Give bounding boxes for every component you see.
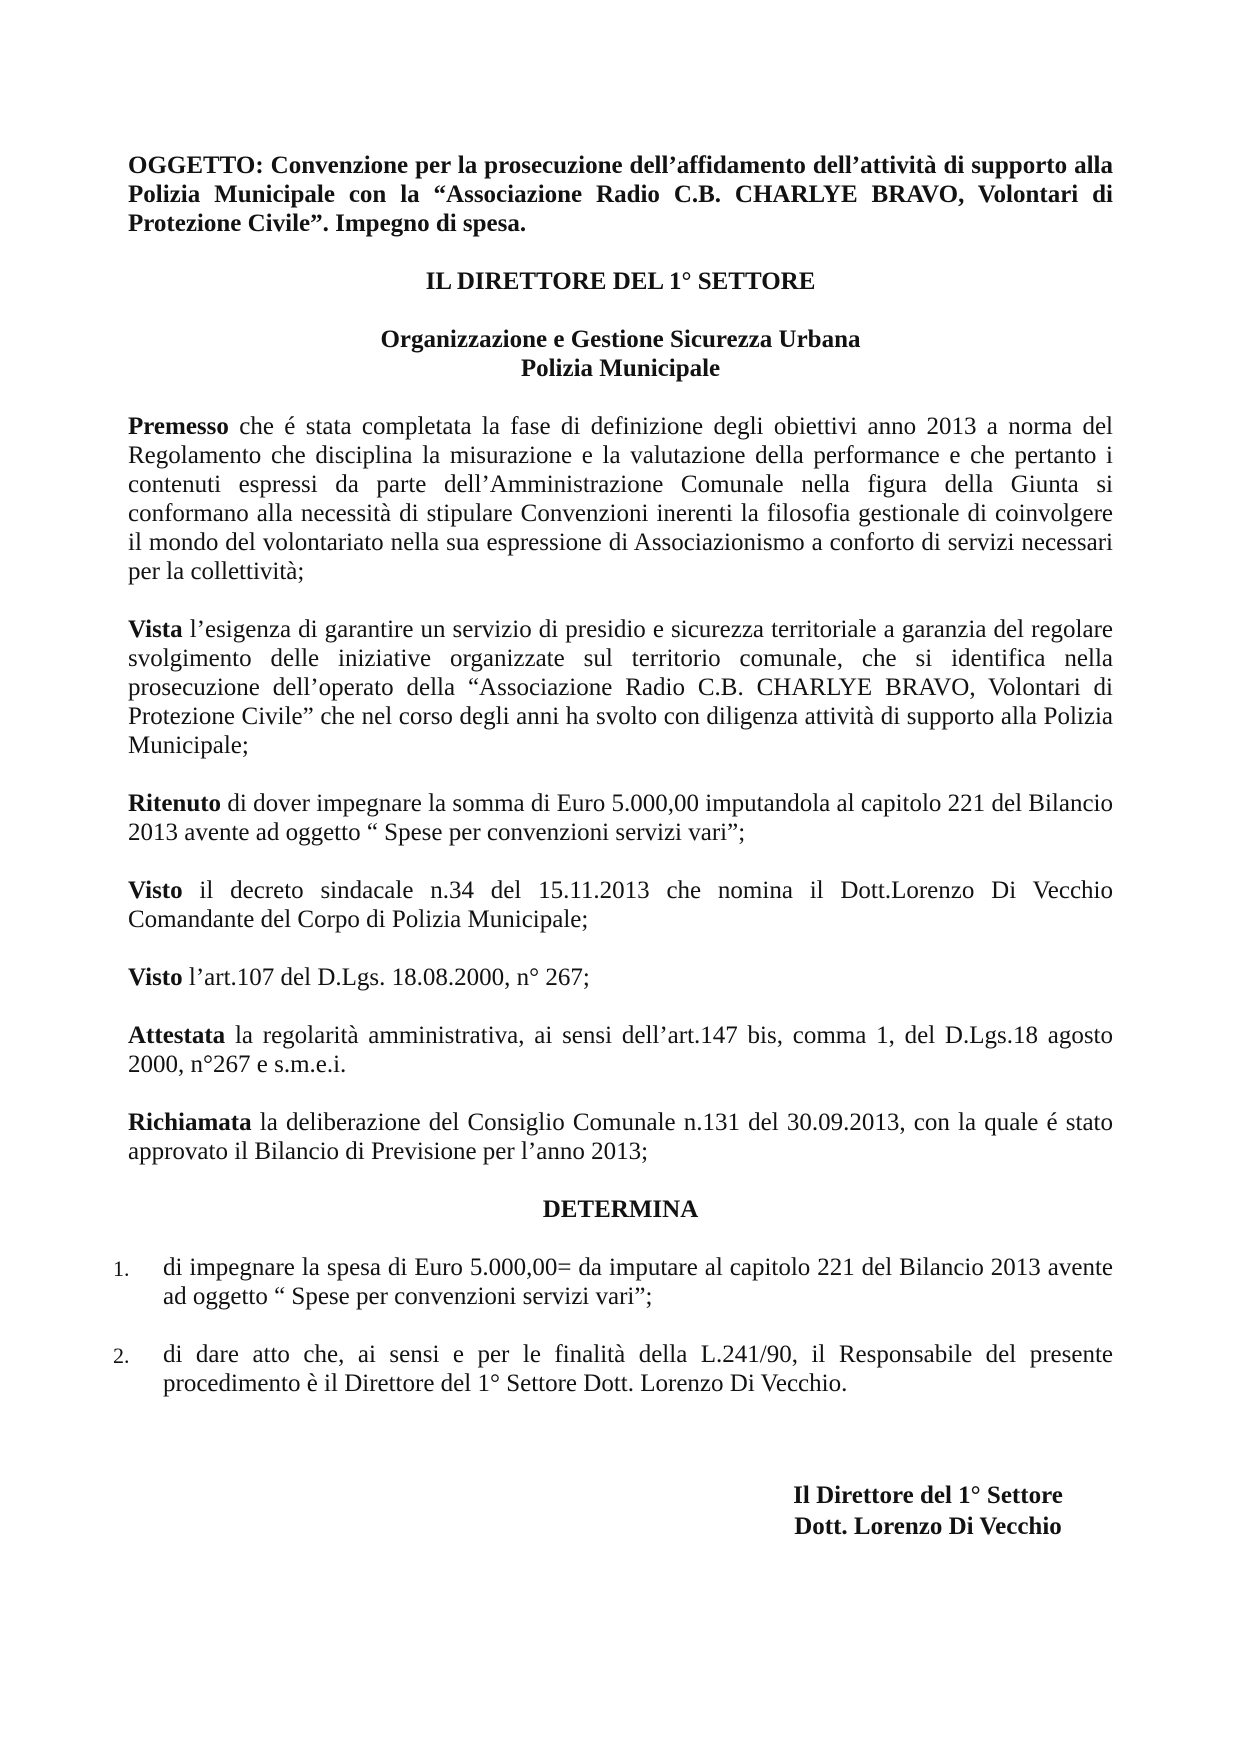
list-item-text: di dare atto che, ai sensi e per le finalità della L.241/90, il Responsabile del presente procedimento è il Direttore del 1° Settore Dott. Lorenzo Di Vecchio. xyxy=(163,1341,1113,1397)
signature-role: Il Direttore del 1° Settore xyxy=(793,1482,1063,1509)
recital-visto-decreto xyxy=(128,876,1113,934)
recital-text: la deliberazione del Consiglio Comunale n.131 del 30.09.2013, con la quale é stato approvato il Bilancio di Previsione per l’anno 2013; xyxy=(128,1109,1113,1165)
recital-lead: Visto xyxy=(128,964,183,991)
recital-lead: Vista xyxy=(128,616,183,643)
document-content xyxy=(113,151,1113,1542)
recital-text: che é stata completata la fase di definizione degli obiettivi anno 2013 a norma del Regolamento che disciplina la misurazione e la valutazione della performance e che pertanto i contenuti espressi da parte dell’Amministrazione Comunale nella figura della Giunta si conformano alla necessità di stipulare Convenzioni inerenti la filosofia gestionale di coinvolgere il mondo del volontariato nella sua espressione di Associazionismo a conforto di servizi necessari per la collettività; xyxy=(128,413,1113,585)
recital-richiamata xyxy=(128,1108,1113,1166)
recital-lead: Premesso xyxy=(128,413,229,440)
document-title: IL DIRETTORE DEL 1° SETTORE xyxy=(425,268,816,295)
recital-text: di dover impegnare la somma di Euro 5.000,00 imputandola al capitolo 221 del Bilancio 2013 avente ad oggetto “ Spese per convenzioni servizi vari”; xyxy=(128,790,1113,846)
list-item-number: 1. xyxy=(113,1256,130,1281)
recital-text: l’art.107 del D.Lgs. 18.08.2000, n° 267; xyxy=(182,964,590,991)
signature-block xyxy=(758,1480,1098,1542)
list-item xyxy=(113,1340,1113,1398)
recital-premesso xyxy=(128,412,1113,586)
department-subtitle: Organizzazione e Gestione Sicurezza Urbana xyxy=(380,326,861,353)
list-item xyxy=(113,1253,1113,1311)
office-subtitle: Polizia Municipale xyxy=(520,355,721,382)
list-item-number: 2. xyxy=(113,1343,130,1368)
recital-lead: Ritenuto xyxy=(128,790,222,817)
recital-text: l’esigenza di garantire un servizio di presidio e sicurezza territoriale a garanzia del regolare svolgimento delle iniziative organizzate sul territorio comunale, che si identifica nella prosecuzione dell’operato della “Associazione Radio C.B. CHARLYE BRAVO, Volontari di Protezione Civile” che nel corso degli anni ha svolto con diligenza attività di supporto alla Polizia Municipale; xyxy=(128,616,1113,759)
list-item-text: di impegnare la spesa di Euro 5.000,00= da imputare al capitolo 221 del Bilancio 2013 avente ad oggetto “ Spese per convenzioni servizi vari”; xyxy=(163,1254,1113,1310)
recital-lead: Richiamata xyxy=(128,1109,252,1136)
recital-text: la regolarità amministrativa, ai sensi dell’art.147 bis, comma 1, del D.Lgs.18 agosto 2000, n°267 e s.m.e.i. xyxy=(128,1022,1113,1078)
recital-lead: Attestata xyxy=(128,1022,226,1049)
determination-list xyxy=(113,1253,1113,1398)
recital-vista xyxy=(128,615,1113,760)
recital-lead: Visto xyxy=(128,877,183,904)
recital-visto-art107 xyxy=(128,963,1113,992)
signature-name: Dott. Lorenzo Di Vecchio xyxy=(794,1513,1062,1540)
recital-ritenuto xyxy=(128,789,1113,847)
determina-heading: DETERMINA xyxy=(542,1196,699,1223)
subject-paragraph: OGGETTO: Convenzione per la prosecuzione dell’affidamento dell’attività di supporto alla Polizia Municipale con la “Associazione Radio C.B. CHARLYE BRAVO, Volontari di Protezione Civile”. Impegno di spesa. xyxy=(128,152,1113,237)
recital-text: il decreto sindacale n.34 del 15.11.2013 che nomina il Dott.Lorenzo Di Vecchio Comandante del Corpo di Polizia Municipale; xyxy=(128,877,1113,933)
recital-attestata xyxy=(128,1021,1113,1079)
